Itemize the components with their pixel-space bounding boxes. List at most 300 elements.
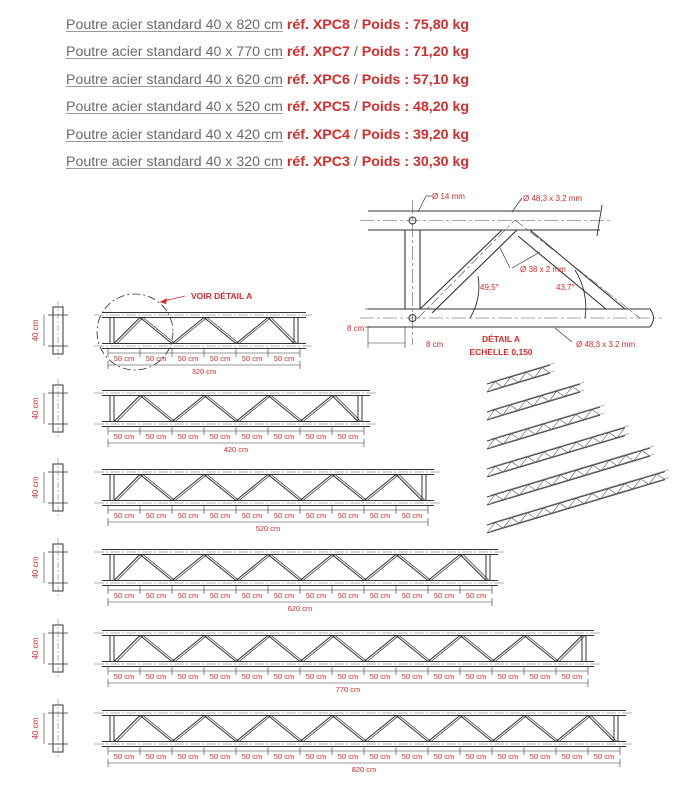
segment-label: 50 cm	[209, 752, 231, 761]
beam-diagonal	[396, 555, 428, 581]
beam-diagonal	[175, 716, 207, 742]
angle-left: 49,5°	[480, 283, 499, 292]
product-reference: réf. XPC8	[286, 17, 350, 33]
height-label: 40 cm	[31, 476, 40, 499]
beam-diagonal	[399, 475, 425, 501]
beam-diagonal	[175, 318, 207, 344]
beam-diagonal	[332, 636, 364, 662]
iso-diagonal	[495, 382, 503, 388]
beam-diagonal	[300, 475, 332, 501]
beam-diagonal	[207, 475, 239, 501]
beam-diagonal	[300, 716, 332, 742]
segment-label: 50 cm	[209, 591, 231, 600]
iso-diagonal	[560, 503, 568, 509]
beam-diagonal	[364, 475, 396, 501]
beam-diagonal	[239, 636, 271, 662]
segment-label: 50 cm	[113, 752, 135, 761]
height-label: 40 cm	[31, 637, 40, 660]
beam-diagonal	[332, 716, 364, 742]
beam-diagonal	[335, 475, 367, 501]
beam-diagonal	[428, 555, 460, 581]
total-label: 520 cm	[255, 524, 281, 533]
segment-label: 50 cm	[145, 672, 167, 681]
beam-diagonal	[300, 555, 332, 581]
segment-label: 50 cm	[241, 432, 263, 441]
beam-diagonal	[399, 636, 431, 662]
beam-diagonal	[236, 716, 268, 742]
beam-diagonal	[239, 555, 271, 581]
iso-diagonal	[576, 414, 584, 420]
detail-bottom-chord-end	[650, 309, 654, 327]
segment-label: 50 cm	[337, 591, 359, 600]
beam-diagonal	[559, 636, 585, 662]
segment-label: 50 cm	[177, 511, 199, 520]
beam-diagonal	[207, 555, 239, 581]
segment-label: 50 cm	[209, 432, 231, 441]
beam-diagonal	[140, 716, 172, 742]
iso-diagonal	[528, 457, 536, 463]
beam-elevations	[31, 301, 634, 774]
product-separator: /	[353, 17, 358, 33]
product-separator: /	[353, 99, 358, 116]
segment-label: 50 cm	[337, 752, 359, 761]
segment-label: 50 cm	[497, 672, 519, 681]
beam-diagonal	[172, 555, 204, 581]
iso-diagonal	[544, 508, 552, 514]
iso-chord	[491, 413, 604, 447]
beam-diagonal	[367, 555, 399, 581]
beam-diagonal	[114, 716, 140, 742]
segment-label: 50 cm	[529, 672, 551, 681]
beam-diagonal	[271, 475, 303, 501]
iso-diagonal	[577, 470, 585, 476]
beam-diagonal	[271, 396, 303, 422]
iso-diagonal	[511, 490, 519, 496]
beam-diagonal	[527, 716, 559, 742]
isometric-beam	[487, 363, 554, 392]
detail-brace-left	[420, 230, 502, 309]
beam-diagonal	[140, 396, 172, 422]
iso-diagonal	[593, 465, 601, 471]
iso-diagonal	[528, 485, 536, 491]
beam-diagonal	[236, 475, 268, 501]
iso-diagonal	[511, 434, 519, 440]
iso-diagonal	[542, 367, 550, 373]
height-label: 40 cm	[31, 717, 40, 740]
beam-diagonal	[175, 636, 207, 662]
beam-diagonal	[396, 716, 428, 742]
iso-diagonal	[544, 480, 552, 486]
beam-diagonal	[236, 555, 268, 581]
isometric-beam	[487, 470, 669, 533]
beam-diagonal	[143, 716, 175, 742]
beam-diagonal	[117, 636, 143, 662]
beam-diagonal	[463, 636, 495, 662]
beam-diagonal	[114, 636, 140, 662]
leader-14	[418, 196, 426, 212]
iso-chord	[491, 454, 654, 503]
product-reference: réf. XPC3	[286, 153, 350, 170]
segment-label: 50 cm	[433, 672, 455, 681]
beam-elevation	[31, 458, 442, 533]
beam-diagonal	[236, 636, 268, 662]
iso-diagonal	[576, 442, 584, 448]
segment-label: 50 cm	[177, 432, 199, 441]
iso-diagonal	[527, 429, 535, 435]
beam-diagonal	[239, 475, 271, 501]
beam-diagonal	[114, 475, 140, 501]
beam-diagonal	[143, 475, 175, 501]
beam-diagonal	[117, 475, 143, 501]
product-description: Poutre acier standard 40 x 320 cm	[66, 153, 283, 170]
beam-diagonal	[364, 716, 396, 742]
beam-diagonal	[236, 318, 268, 344]
segment-label: 50 cm	[113, 354, 135, 363]
beam-diagonal	[335, 555, 367, 581]
leader-chord-top	[512, 198, 522, 212]
beam-diagonal	[140, 636, 172, 662]
beam-diagonal	[204, 555, 236, 581]
iso-diagonal	[510, 405, 518, 411]
iso-chord	[487, 415, 600, 449]
product-description: Poutre acier standard 40 x 420 cm	[66, 126, 283, 143]
segment-label: 50 cm	[177, 752, 199, 761]
beam-diagonal	[303, 396, 335, 422]
segment-label: 50 cm	[145, 432, 167, 441]
angle-right: 43,7°	[556, 283, 575, 292]
beam-diagonal	[332, 396, 358, 422]
total-label: 320 cm	[191, 367, 217, 376]
dim-8-left: 8 cm	[347, 324, 365, 333]
iso-chord	[491, 478, 669, 531]
label-chord-top: Ø 48,3 x 3,2 mm	[523, 194, 583, 203]
product-description: Poutre acier standard 40 x 520 cm	[66, 99, 283, 116]
segment-label: 50 cm	[241, 511, 263, 520]
iso-diagonal	[527, 513, 535, 519]
segment-label: 50 cm	[209, 672, 231, 681]
beam-diagonal	[332, 475, 364, 501]
product-reference: réf. XPC5	[286, 99, 350, 116]
segment-label: 50 cm	[305, 432, 327, 441]
detail-callout-arrow	[160, 298, 167, 304]
iso-diagonal	[544, 452, 552, 458]
beam-diagonal	[114, 318, 140, 344]
segment-label: 50 cm	[593, 752, 615, 761]
segment-label: 50 cm	[273, 511, 295, 520]
beam-diagonal	[524, 636, 556, 662]
total-label: 420 cm	[223, 445, 249, 454]
total-label: 620 cm	[287, 604, 313, 613]
segment-label: 50 cm	[433, 752, 455, 761]
segment-label: 50 cm	[401, 511, 423, 520]
beam-diagonal	[204, 636, 236, 662]
leader-brace	[500, 248, 510, 268]
segment-label: 50 cm	[145, 752, 167, 761]
beam-diagonal	[524, 716, 556, 742]
segment-label: 50 cm	[401, 752, 423, 761]
iso-diagonal	[526, 372, 534, 378]
segment-label: 50 cm	[177, 591, 199, 600]
segment-label: 50 cm	[337, 511, 359, 520]
beam-diagonal	[207, 636, 239, 662]
beam-diagonal	[492, 716, 524, 742]
beam-diagonal	[204, 475, 236, 501]
beam-diagonal	[431, 555, 463, 581]
segment-label: 50 cm	[465, 752, 487, 761]
beam-diagonal	[463, 555, 489, 581]
beam-diagonal	[236, 396, 268, 422]
beam-diagonal	[117, 716, 143, 742]
segment-label: 50 cm	[433, 591, 455, 600]
label-brace: Ø 38 x 2 mm	[520, 265, 566, 274]
product-reference: réf. XPC7	[286, 44, 350, 61]
iso-diagonal	[560, 447, 568, 453]
iso-diagonal	[511, 377, 519, 383]
beam-diagonal	[175, 475, 207, 501]
segment-label: 50 cm	[209, 354, 231, 363]
beam-diagonal	[335, 716, 367, 742]
segment-label: 50 cm	[145, 591, 167, 600]
beam-diagonal	[303, 475, 335, 501]
iso-diagonal	[560, 475, 568, 481]
beam-diagonal	[271, 716, 303, 742]
beam-diagonal	[117, 396, 143, 422]
beam-diagonal	[271, 318, 297, 344]
iso-diagonal	[495, 523, 503, 529]
beam-diagonal	[399, 716, 431, 742]
segment-label: 50 cm	[305, 672, 327, 681]
beam-diagonal	[114, 555, 140, 581]
beam-diagonal	[268, 555, 300, 581]
beam-diagonal	[143, 555, 175, 581]
beam-diagonal	[172, 716, 204, 742]
iso-diagonal	[557, 391, 565, 397]
product-description: Poutre acier standard 40 x 620 cm	[66, 71, 283, 88]
beam-diagonal	[591, 716, 617, 742]
segment-label: 50 cm	[177, 354, 199, 363]
detail-angle-arc-left	[470, 276, 479, 318]
beam-diagonal	[527, 636, 559, 662]
dim-8-bottom: 8 cm	[426, 340, 444, 349]
beam-diagonal	[463, 716, 495, 742]
segment-label: 50 cm	[145, 354, 167, 363]
beam-diagonal	[117, 555, 143, 581]
beam-diagonal	[367, 716, 399, 742]
beam-diagonal	[268, 636, 300, 662]
iso-diagonal	[592, 493, 600, 499]
beam-diagonal	[140, 475, 172, 501]
isometric-beam	[487, 446, 654, 505]
label-chord-bottom: Ø 48,3 x 3,2 mm	[576, 340, 636, 349]
segment-label: 50 cm	[113, 511, 135, 520]
beam-diagonal	[335, 396, 361, 422]
total-label: 770 cm	[335, 685, 361, 694]
isometric-beams	[487, 363, 669, 533]
beam-diagonal	[204, 716, 236, 742]
beam-diagonal	[588, 716, 614, 742]
segment-label: 50 cm	[113, 432, 135, 441]
iso-diagonal	[626, 455, 634, 461]
beam-diagonal	[495, 716, 527, 742]
segment-label: 50 cm	[305, 591, 327, 600]
beam-diagonal	[143, 396, 175, 422]
segment-label: 50 cm	[273, 752, 295, 761]
segment-label: 50 cm	[113, 591, 135, 600]
product-weight: Poids : 71,20 kg	[361, 44, 470, 61]
segment-label: 50 cm	[529, 752, 551, 761]
iso-diagonal	[495, 439, 503, 445]
beam-diagonal	[431, 636, 463, 662]
segment-label: 50 cm	[209, 511, 231, 520]
beam-diagonal	[207, 396, 239, 422]
iso-diagonal	[495, 495, 503, 501]
segment-label: 50 cm	[241, 752, 263, 761]
iso-diagonal	[657, 474, 665, 480]
beam-diagonal	[239, 716, 271, 742]
beam-diagonal	[460, 636, 492, 662]
beam-diagonal	[428, 636, 460, 662]
segment-label: 50 cm	[305, 752, 327, 761]
segment-label: 50 cm	[241, 354, 263, 363]
beam-diagonal	[271, 555, 303, 581]
segment-label: 50 cm	[273, 591, 295, 600]
segment-label: 50 cm	[113, 672, 135, 681]
segment-label: 50 cm	[465, 672, 487, 681]
beam-diagonal	[428, 716, 460, 742]
beam-diagonal	[143, 318, 175, 344]
beam-diagonal	[207, 318, 239, 344]
iso-diagonal	[609, 460, 617, 466]
segment-label: 50 cm	[561, 752, 583, 761]
detail-scale: ECHELLE 0,150	[469, 347, 533, 357]
beam-diagonal	[303, 636, 335, 662]
segment-label: 50 cm	[465, 591, 487, 600]
beam-elevation	[31, 538, 506, 613]
beam-diagonal	[332, 555, 364, 581]
beam-diagonal	[268, 318, 294, 344]
beam-diagonal	[367, 636, 399, 662]
iso-diagonal	[609, 432, 617, 438]
iso-diagonal	[511, 462, 519, 468]
iso-diagonal	[625, 484, 633, 490]
iso-diagonal	[544, 424, 552, 430]
iso-diagonal	[642, 451, 650, 457]
total-label: 820 cm	[351, 765, 377, 774]
detail-title: DÉTAIL A	[481, 334, 521, 344]
beam-diagonal	[492, 636, 524, 662]
beam-elevation	[31, 619, 602, 694]
beam-diagonal	[303, 716, 335, 742]
beam-diagonal	[140, 318, 172, 344]
beam-diagonal	[268, 396, 300, 422]
iso-diagonal	[541, 396, 549, 402]
iso-diagonal	[572, 386, 580, 392]
beam-diagonal	[207, 716, 239, 742]
beam-diagonal	[460, 716, 492, 742]
segment-label: 50 cm	[561, 672, 583, 681]
beam-diagonal	[114, 396, 140, 422]
iso-diagonal	[592, 410, 600, 416]
height-label: 40 cm	[31, 319, 40, 342]
beam-diagonal	[431, 716, 463, 742]
beam-diagonal	[172, 636, 204, 662]
beam-diagonal	[460, 555, 486, 581]
segment-label: 50 cm	[369, 511, 391, 520]
segment-label: 50 cm	[497, 752, 519, 761]
iso-diagonal	[593, 437, 601, 443]
product-weight: Poids : 39,20 kg	[361, 126, 470, 143]
beam-diagonal	[175, 396, 207, 422]
product-separator: /	[353, 44, 358, 61]
beam-diagonal	[239, 396, 271, 422]
product-separator: /	[353, 71, 358, 88]
segment-label: 50 cm	[241, 591, 263, 600]
beam-diagonal	[399, 555, 431, 581]
beam-diagonal	[204, 318, 236, 344]
segment-label: 50 cm	[337, 672, 359, 681]
beam-diagonal	[495, 636, 527, 662]
beam-diagonal	[396, 636, 428, 662]
product-reference: réf. XPC4	[286, 126, 350, 143]
iso-chord	[491, 363, 554, 382]
product-description: Poutre acier standard 40 x 770 cm	[66, 44, 283, 61]
iso-diagonal	[608, 489, 616, 495]
product-separator: /	[353, 153, 358, 170]
segment-label: 50 cm	[369, 591, 391, 600]
product-description: Poutre acier standard 40 x 820 cm	[66, 17, 283, 33]
segment-label: 50 cm	[401, 591, 423, 600]
product-weight: Poids : 48,20 kg	[361, 99, 470, 116]
beam-diagonal	[172, 396, 204, 422]
segment-label: 50 cm	[273, 672, 295, 681]
label-14: Ø 14 mm	[432, 192, 465, 201]
iso-diagonal	[641, 479, 649, 485]
beam-diagonal	[556, 636, 582, 662]
iso-diagonal	[495, 410, 503, 416]
beam-diagonal	[300, 636, 332, 662]
beam-elevation	[31, 379, 378, 454]
segment-label: 50 cm	[273, 354, 295, 363]
beam-diagonal	[268, 475, 300, 501]
beam-diagonal	[559, 716, 591, 742]
beam-diagonal	[117, 318, 143, 344]
beam-diagonal	[367, 475, 399, 501]
beam-diagonal	[364, 636, 396, 662]
detail-brace-left	[432, 230, 517, 313]
beam-diagonal	[300, 396, 332, 422]
segment-label: 50 cm	[401, 672, 423, 681]
iso-diagonal	[526, 400, 534, 406]
beam-diagonal	[172, 475, 204, 501]
segment-label: 50 cm	[177, 672, 199, 681]
segment-label: 50 cm	[337, 432, 359, 441]
height-label: 40 cm	[31, 556, 40, 579]
height-label: 40 cm	[31, 397, 40, 420]
beam-diagonal	[143, 636, 175, 662]
beam-diagonal	[140, 555, 172, 581]
voir-detail-label: VOIR DÉTAIL A	[191, 291, 253, 301]
beam-diagonal	[172, 318, 204, 344]
segment-label: 50 cm	[369, 752, 391, 761]
beam-diagonal	[268, 716, 300, 742]
segment-label: 50 cm	[241, 672, 263, 681]
detail-angle-arc-right	[575, 270, 586, 318]
beam-diagonal	[303, 555, 335, 581]
iso-diagonal	[576, 498, 584, 504]
iso-chord	[491, 405, 604, 439]
beam-diagonal	[335, 636, 367, 662]
segment-label: 50 cm	[273, 432, 295, 441]
